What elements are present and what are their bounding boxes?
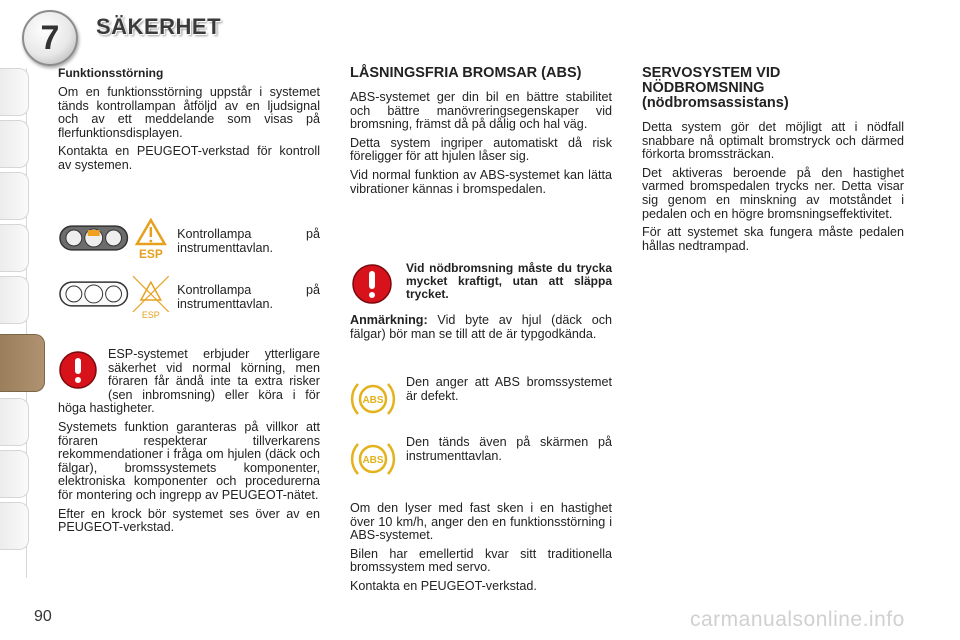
- chapter-tab-2[interactable]: [0, 120, 29, 168]
- chapter-tab-7-active[interactable]: [0, 334, 45, 392]
- paragraph: Om en funktionsstörning uppstår i systemet tänds kontrollampan åtföljd av en ljudsignal och av ett meddelande som visas på flerfunktionsdisplayen.: [58, 85, 320, 140]
- column-abs: [350, 66, 612, 201]
- paragraph: Systemets funktion garanteras på villkor att föraren respekterar tillverkarens rekommendationer i fråga om hjulen (däck och fälgar), bromssystemets komponenter, elektroniska komponenter och procedurerna för montering och ingrepp av PEUGEOT-nätet.: [58, 419, 320, 502]
- paragraph: Detta system gör det möjligt att i nödfall snabbare nå optimalt bromstryck och därmed förkorta bromssträckan.: [642, 120, 904, 162]
- paragraph: Efter en krock bör systemet ses över av en PEUGEOT-verkstad.: [58, 506, 320, 535]
- chapter-tab-10[interactable]: [0, 502, 29, 550]
- emergency-brake-warning: [350, 262, 612, 306]
- note-text: Vid byte av hjul (däck och fälgar) bör man se till att de är typgodkända.: [350, 313, 612, 341]
- lamp-caption: Kontrollampa på instrumenttavlan.: [177, 227, 320, 255]
- chapter-badge: [22, 10, 78, 66]
- paragraph: Kontakta en PEUGEOT-verkstad för kontroll av systemen.: [58, 144, 320, 172]
- paragraph: Vid normal funktion av ABS-systemet kan lätta vibrationer kännas i bromspedalen.: [350, 167, 612, 196]
- abs-lamp-row-1: [350, 376, 612, 422]
- lamp-row-1: [58, 216, 320, 260]
- abs-label: ABS: [362, 455, 384, 466]
- watermark: carmanualsonline.info: [690, 608, 905, 631]
- chapter-tab-5[interactable]: [0, 276, 29, 324]
- esp-label: ESP: [139, 246, 164, 260]
- warning-text: ESP-systemet erbjuder ytterligare säkerhet vid normal körning, men föraren får ändå inte ta extra risker (sen inbromsning) eller köra i för höga hastigheter.: [58, 347, 320, 416]
- paragraph: Detta system ingriper automatiskt då risk föreligger för att hjulen låser sig.: [350, 135, 612, 164]
- exclamation-warning-icon: [350, 262, 394, 306]
- abs-warning-icon: [350, 436, 396, 482]
- abs-caption: Den tänds även på skärmen på instrumenttavlan.: [406, 435, 612, 463]
- esp-warning-icon: [133, 216, 169, 260]
- chapter-tab-4[interactable]: [0, 224, 29, 272]
- paragraph: För att systemet ska fungera måste pedalen hållas nedtrampad.: [642, 225, 904, 253]
- abs-malfunction-text: [350, 502, 612, 599]
- chapter-tab-9[interactable]: [0, 450, 29, 498]
- esp-warning-block: [58, 348, 320, 540]
- note-block: [350, 314, 612, 346]
- esp-label: ESP: [142, 309, 161, 320]
- instrument-panel-icon: [58, 272, 129, 312]
- paragraph: Det aktiveras beroende på den hastighet varmed bromspedalen trycks ner. Detta visar sig genom en minskning av motståndet i pedalen och en högre bromsningseffektivitet.: [642, 165, 904, 221]
- section-heading-brake-assist: SERVOSYSTEM VID NÖDBROMSNING (nödbromsassistans): [642, 65, 789, 111]
- lamp-row-2: [58, 272, 320, 320]
- abs-warning-icon: [350, 376, 396, 422]
- chapter-tab-8[interactable]: [0, 398, 29, 446]
- section-heading-abs: LÅSNINGSFRIA BROMSAR (ABS): [350, 65, 582, 81]
- note-label: Anmärkning:: [350, 313, 428, 327]
- column-emergency-brake-assist: [642, 66, 904, 258]
- instrument-panel-icon: [58, 216, 129, 256]
- exclamation-warning-icon: [58, 350, 98, 390]
- paragraph: Om den lyser med fast sken i en hastighet över 10 km/h, anger den en funktionsstörning i ABS-systemet.: [350, 501, 612, 543]
- paragraph: ABS-systemet ger din bil en bättre stabilitet och bättre manövreringsegenskaper vid bromsning, främst då på dålig och hal väg.: [350, 90, 612, 132]
- page-title: SÄKERHET: [96, 14, 222, 39]
- page-number: 90: [34, 608, 52, 625]
- esp-off-icon: [129, 272, 173, 320]
- chapter-tab-1[interactable]: [0, 68, 29, 116]
- chapter-tab-3[interactable]: [0, 172, 29, 220]
- paragraph: Bilen har emellertid kvar sitt traditionella bromssystem med servo.: [350, 546, 612, 575]
- column-esp: [58, 66, 320, 178]
- abs-lamp-row-2: [350, 436, 612, 482]
- warning-text: Vid nödbromsning måste du trycka mycket kraftigt, utan att släppa trycket.: [406, 261, 612, 301]
- lamp-caption: Kontrollampa på instrumenttavlan.: [177, 283, 320, 311]
- paragraph: Kontakta en PEUGEOT-verkstad.: [350, 578, 537, 593]
- abs-caption: Den anger att ABS bromssystemet är defekt.: [406, 375, 612, 403]
- chapter-tabs: [0, 68, 30, 578]
- abs-label: ABS: [362, 395, 384, 406]
- section-heading-malfunction: Funktionsstörning: [58, 66, 164, 80]
- chapter-number: 7: [40, 18, 60, 57]
